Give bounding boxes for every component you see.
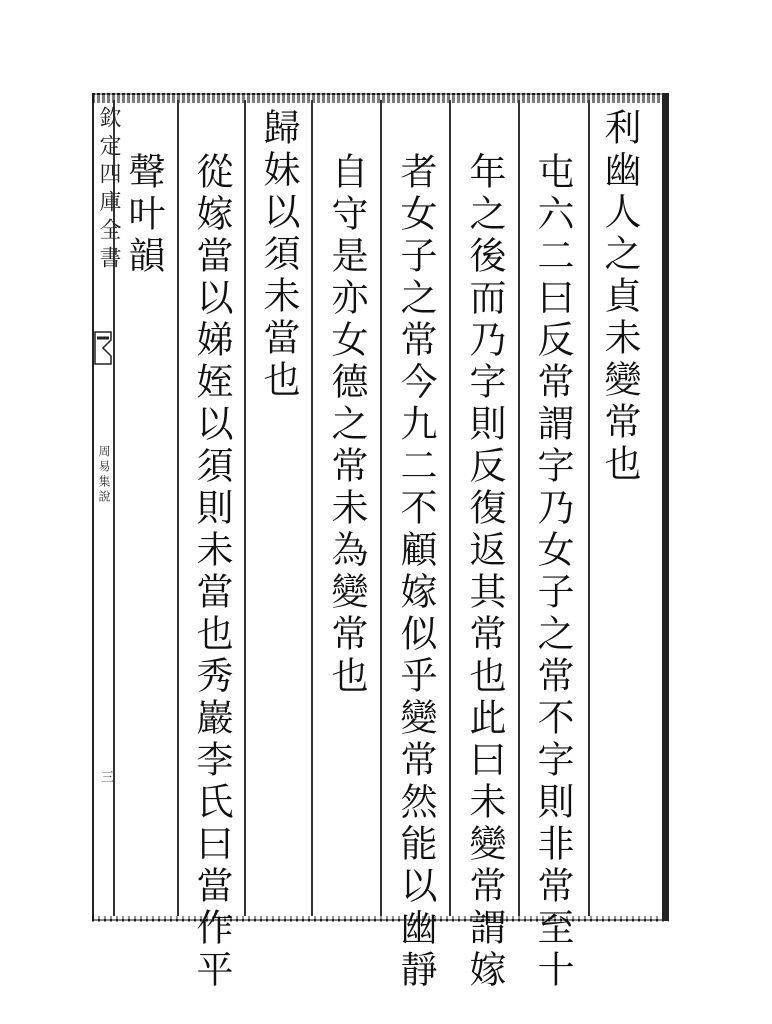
text-column-1: 利幽人之貞未變常也 xyxy=(598,108,641,486)
text-column-5: 自守是亦女德之常未為變常也 xyxy=(325,152,368,698)
column-divider xyxy=(177,100,179,916)
text-column-4: 者女子之常今九二不顧嫁似乎變常然能以幽靜 xyxy=(394,152,437,992)
right-border-thick xyxy=(662,93,669,921)
fish-tail-mark-icon xyxy=(93,330,113,366)
column-divider xyxy=(244,100,246,916)
text-column-6: 歸妹以須未當也 xyxy=(257,108,300,402)
column-divider xyxy=(380,100,382,916)
text-column-7: 從嫁當以娣姪以須則未當也秀巖李氏曰當作平 xyxy=(190,152,233,992)
column-divider xyxy=(449,100,451,916)
column-divider xyxy=(311,100,313,916)
column-divider xyxy=(588,100,590,916)
margin-source-title: 周易集說 xyxy=(97,445,111,505)
text-column-2: 屯六二曰反常謂字乃女子之常不字則非常至十 xyxy=(531,152,574,992)
bottom-border-rule xyxy=(92,916,669,922)
margin-title: 欽定四庫全書 xyxy=(96,106,121,274)
text-column-3: 年之後而乃字則反復返其常也此曰未變常謂嫁 xyxy=(463,152,506,992)
column-divider xyxy=(518,100,520,916)
margin-page-number: 三 xyxy=(98,770,113,783)
text-column-8: 聲叶韻 xyxy=(122,152,165,278)
